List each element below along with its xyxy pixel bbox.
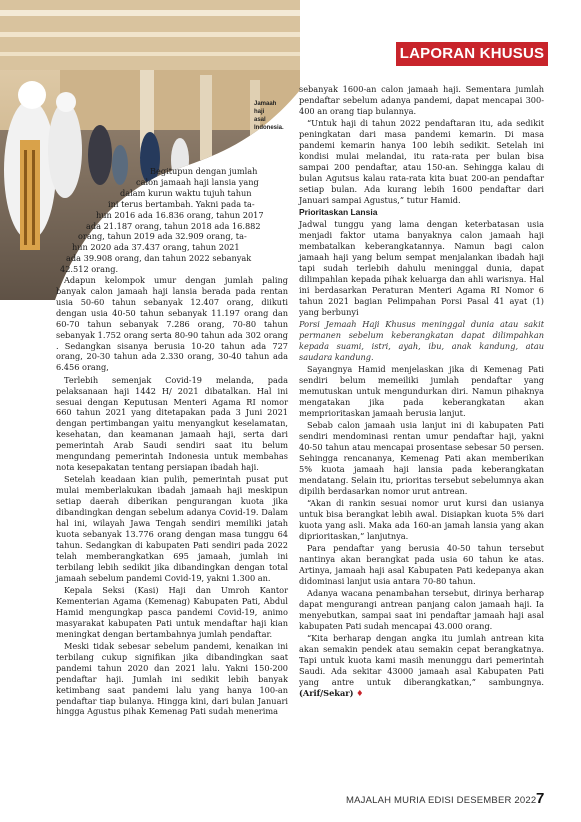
closing-paragraph — [299, 633, 544, 698]
lead-paragraph — [56, 166, 288, 275]
lead-line: 42.512 orang. — [60, 264, 119, 275]
body-paragraph: sebanyak 1600-an calon jamaah haji. Sementara jumlah pendaftar sebelum adanya pandemi, dapat mencapai 300-400 an orang tiap bulannya. — [299, 84, 544, 116]
body-paragraph: “Untuk haji di tahun 2022 pendaftaran itu, ada sedikit peningkatan dari masa pandemi kemarin. Di masa pandemi kemarin hanya 100 lebih sedikit. Setelah ini kondisi mulai melandai, itu rata-rata per bulan bisa sampai 200 pendaftar, atau 150-an. Sehingga kalau di bulan Agutsus kalau rata-rata kita buat 200-an pendaftar setiap bulan. Ada kurang lebih 1600 pendaftar dari Januari sampai Agustus,” tutur Hamid. — [299, 118, 544, 205]
body-paragraph: Jadwal tunggu yang lama dengan keterbatasan usia menjadi faktor utama banyaknya calon jamaah haji membatalkan keberangkatannya. Namun bagi calon jamaah haji yang belum sempat menjalankan ibadah haji tapi sudah terlebih dahulu meninggal dunia, dapat dilimpahlan kepada pihak keluarga dan ahli warisnya. Hal ini berdasarkan Peraturan Menteri Agama RI Nomor 6 tahun 2021 bagian Pelimpahan Porsi Pasal 41 ayat (1) yang berbunyi — [299, 219, 544, 317]
body-paragraph: Adapun kelompok umur dengan jumlah paling banyak calon jamaah haji lansia berada pada rentan usia 50-60 tahun sebanyak 12.407 orang, diikuti dengan usia 40-50 tahun sebanyak 11.197 orang dan 60-70 tahun sebanyak 7.286 orang, 70-80 tahun sebanyak 1.752 orang serta 80-90 tahun ada 302 orang . Sedangkan sisanya berusia 10-20 tahun ada 727 orang, 20-30 tahun ada 2.330 orang, 30-40 tahun ada 6.456 orang, — [56, 275, 288, 373]
body-paragraph: Para pendaftar yang berusia 40-50 tahun tersebut nantinya akan berangkat pada usia 60 tahun ke atas. Artinya, jamaah haji asal Kabupaten Pati kedepanya akan didominasi lanjut usia antara 70-80 tahun. — [299, 543, 544, 586]
caption-line: Indonesia. — [254, 125, 284, 131]
body-paragraph: Setelah keadaan kian pulih, pemerintah pusat put mulai memberlakukan ibadah jamaah haji meskipun setiap daerah diberikan pengurangan kuota jika dibandingkan dengan sebelum adanya Covid-19. Dalam hal ini, wilayah Jawa Tengah sendiri memiliki jatah kuota sebanyak 13.776 orang dengan masa tunggu 64 tahun. Sedangkan di kabupaten Pati sendiri pada 2022 telah memberangkatkan 695 jamaah, jumlah ini terbilang lebih sedikit jika dibandingkan dengan total jamaah sebelum pandemi Covid-19, yakni 1.300 an. — [56, 474, 288, 583]
caption-line: Jamaah — [254, 101, 277, 107]
body-paragraph: “Akan di rankin sesuai nomor urut kursi dan usianya untuk bisa berangkat lebih awal. Disiapkan kuota 5% dari kuota yang asli. Maka ada 160-an jamah lansia yang akan diprioritaskan,” lanjutnya. — [299, 498, 544, 541]
body-paragraph: Terlebih semenjak Covid-19 melanda, pada pelaksanaan haji 1442 H/ 2021 dibatalkan. Hal ini sesuai dengan Keputusan Menteri Agama RI nomor 660 tahun 2021 yang ditetapakan pada 3 Juni 2021 dengan pertimbangan yaitu menyangkut keselamatan, kesehatan, dan keamanan jamaah haji, serta dari pemerintah Arab Saudi sendiri saat itu belum mengundang pemerintah Indonesia untuk membahas nota kesepakatan tentang persiapan ibadah haji. — [56, 374, 288, 472]
photo-caption — [254, 100, 300, 132]
lead-line: dalam kurun waktu tujuh tahun — [120, 187, 252, 198]
lead-line: ada 21.187 orang, tahun 2018 ada 16.882 — [86, 220, 261, 231]
lead-line: calon jamaah haji lansia yang — [136, 176, 259, 187]
regulation-quote: Porsi Jemaah Haji Khusus meninggal dunia atau sakit permanen sebelum keberangkatan dapat dilimpahkan kepada suami, istri, ayah, ibu, anak kandung, atau saudara kandung. — [299, 319, 544, 362]
section-label: LAPORAN KHUSUS — [396, 42, 548, 66]
lead-line: orang, tahun 2019 ada 32.909 orang, ta- — [78, 231, 247, 242]
body-paragraph: Sayangnya Hamid menjelaskan jika di Kemenag Pati sendiri belum memeiliki jumlah pendaftar yang memutuskan untuk mengundurkan diri. Namun pihaknya mengatakan jika pada keberangkatan akan memprioritaskan jamaah berusia lanjut. — [299, 364, 544, 418]
caption-line: asal — [254, 117, 266, 123]
lead-line: hun 2020 ada 37.437 orang, tahun 2021 — [72, 242, 240, 253]
body-paragraph: Meski tidak sebesar sebelum pandemi, kenaikan ini terbilang cukup signifikan jika dibandingkan saat pandemi tahun 2020 dan 2021 lalu. Yakni 150-200 pendaftar haji. Jumlah ini sedikit lebih banyak ketimbang saat pandemi lalu yang hanya 100-an pendaftar tiap bulanya. Hingga kini, dari bulan Januari hingga Agustus pihak Kemenag Pati sudah menerima — [56, 640, 288, 717]
article-column-right — [299, 84, 544, 700]
lead-line: Begitupun dengan jumlah — [150, 166, 258, 176]
end-mark-icon: ♦ — [356, 687, 364, 698]
lead-line: ini terus bertambah. Yakni pada ta- — [108, 198, 255, 209]
page-number: 7 — [536, 790, 545, 807]
lead-line: ada 39.908 orang, dan tahun 2022 sebanyak — [66, 253, 252, 264]
body-paragraph: Sebab calon jamaah usia lanjut ini di kabupaten Pati sendiri mendominasi rentan umur pendaftar haji, yakni 40-50 tahun atau mencapai prosentase sebesar 50 persen. Sehingga rencananya, Kemenag Pati akan memberikan 5% kuota jamaah haji lansia pada keberangkatan mendatang. Selain itu, prioritas tersebut sebelumnya akan dipilih berdasarkan nomor urut antrean. — [299, 420, 544, 496]
body-paragraph: Kepala Seksi (Kasi) Haji dan Umroh Kantor Kementerian Agama (Kemenag) Kabupaten Pati, Abdul Hamid mengungkap pasca pandemi Covid-19, animo masyarakat kabupaten Pati untuk mendaftar haji kian meningkat dengan bertambahnya jumlah pendaftar. — [56, 584, 288, 639]
body-paragraph: Adanya wacana penambahan tersebut, dirinya berharap dapat mengurangi antrean panjang calon jamaah haji. Ia menyebutkan, sampai saat ini pendaftar jamaah haji asal kabupaten Pati sudah mencapai 43.000 orang. — [299, 588, 544, 631]
closing-text: “Kita berharap dengan angka itu jumlah antrean kita akan semakin pendek atau semakin cepat berangkatnya. Tapi untuk kuota kami masih menunggu dari pemerintah Saudi. Ada sekitar 43000 jamaah asal Kabupaten Pati yang antre untuk diberangkatkan,” sambungnya. — [299, 633, 544, 688]
subheading: Prioritaskan Lansia — [299, 207, 378, 218]
magazine-footer: MAJALAH MURIA EDISI DESEMBER 2022 — [346, 795, 537, 806]
author-signature: (Arif/Sekar) — [299, 687, 354, 698]
article-column-left — [56, 166, 288, 719]
caption-line: haji — [254, 109, 265, 115]
lead-line: hun 2016 ada 16.836 orang, tahun 2017 — [96, 209, 264, 220]
